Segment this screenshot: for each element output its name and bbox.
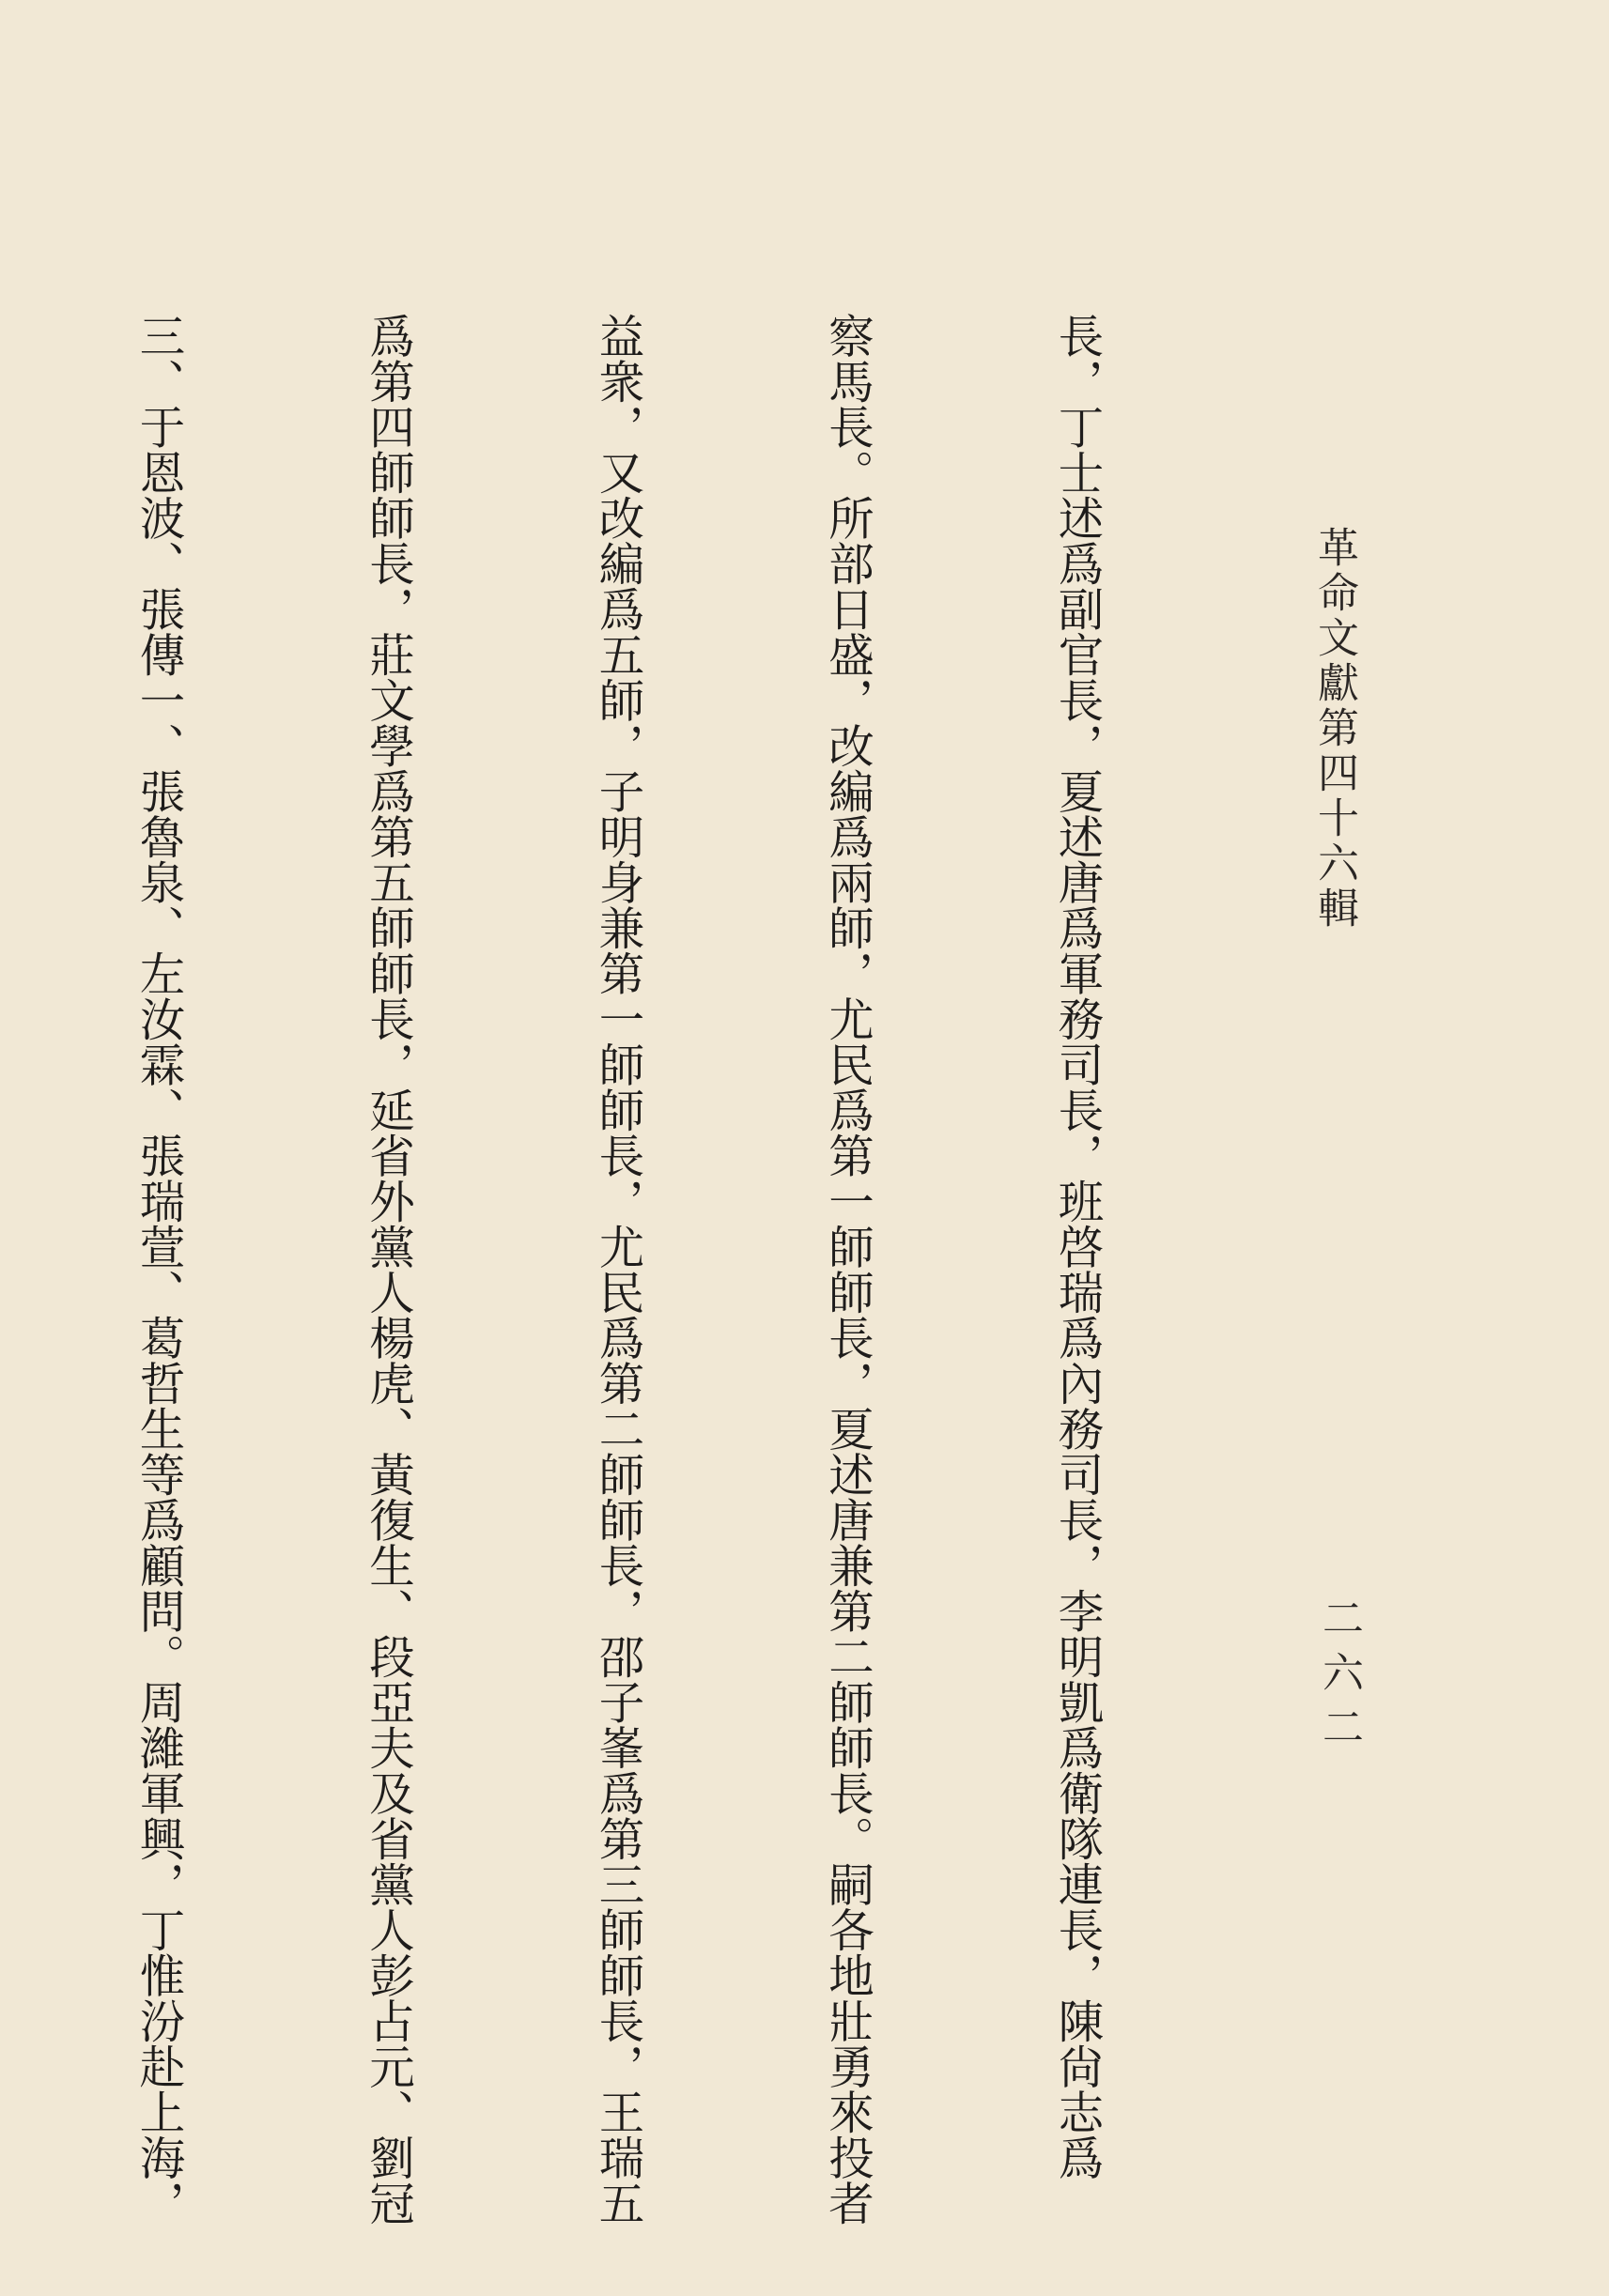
text-column: 長，丁士述爲副官長，夏述唐爲軍務司長，班啓瑞爲內務司長，李明凱爲衛隊連長，陳尙志爲 [1050, 313, 1103, 2180]
text-column: 察馬長。所部日盛，改編爲兩師，尤民爲第一師師長，夏述唐兼第二師師長。嗣各地壯勇來投者 [820, 313, 874, 2226]
running-header: 革命文獻第四十六輯 [1310, 526, 1358, 932]
text-column: 三、于恩波、張傳一、張魯泉、左汝霖、張瑞萱、葛哲生等爲顧問。周濰軍興，丁惟汾赴上海， [132, 313, 184, 2226]
text-column: 益衆，又改編爲五師，子明身兼第一師師長，尤民爲第二師師長，邵子峯爲第三師師長，王瑞五 [591, 313, 643, 2226]
page-number: 二六二 [1315, 1596, 1363, 1760]
body-text [0, 313, 1267, 2226]
text-column: 爲第四師師長，莊文學爲第五師師長，延省外黨人楊虎、黃復生、段亞夫及省黨人彭占元、劉冠 [361, 313, 414, 2226]
